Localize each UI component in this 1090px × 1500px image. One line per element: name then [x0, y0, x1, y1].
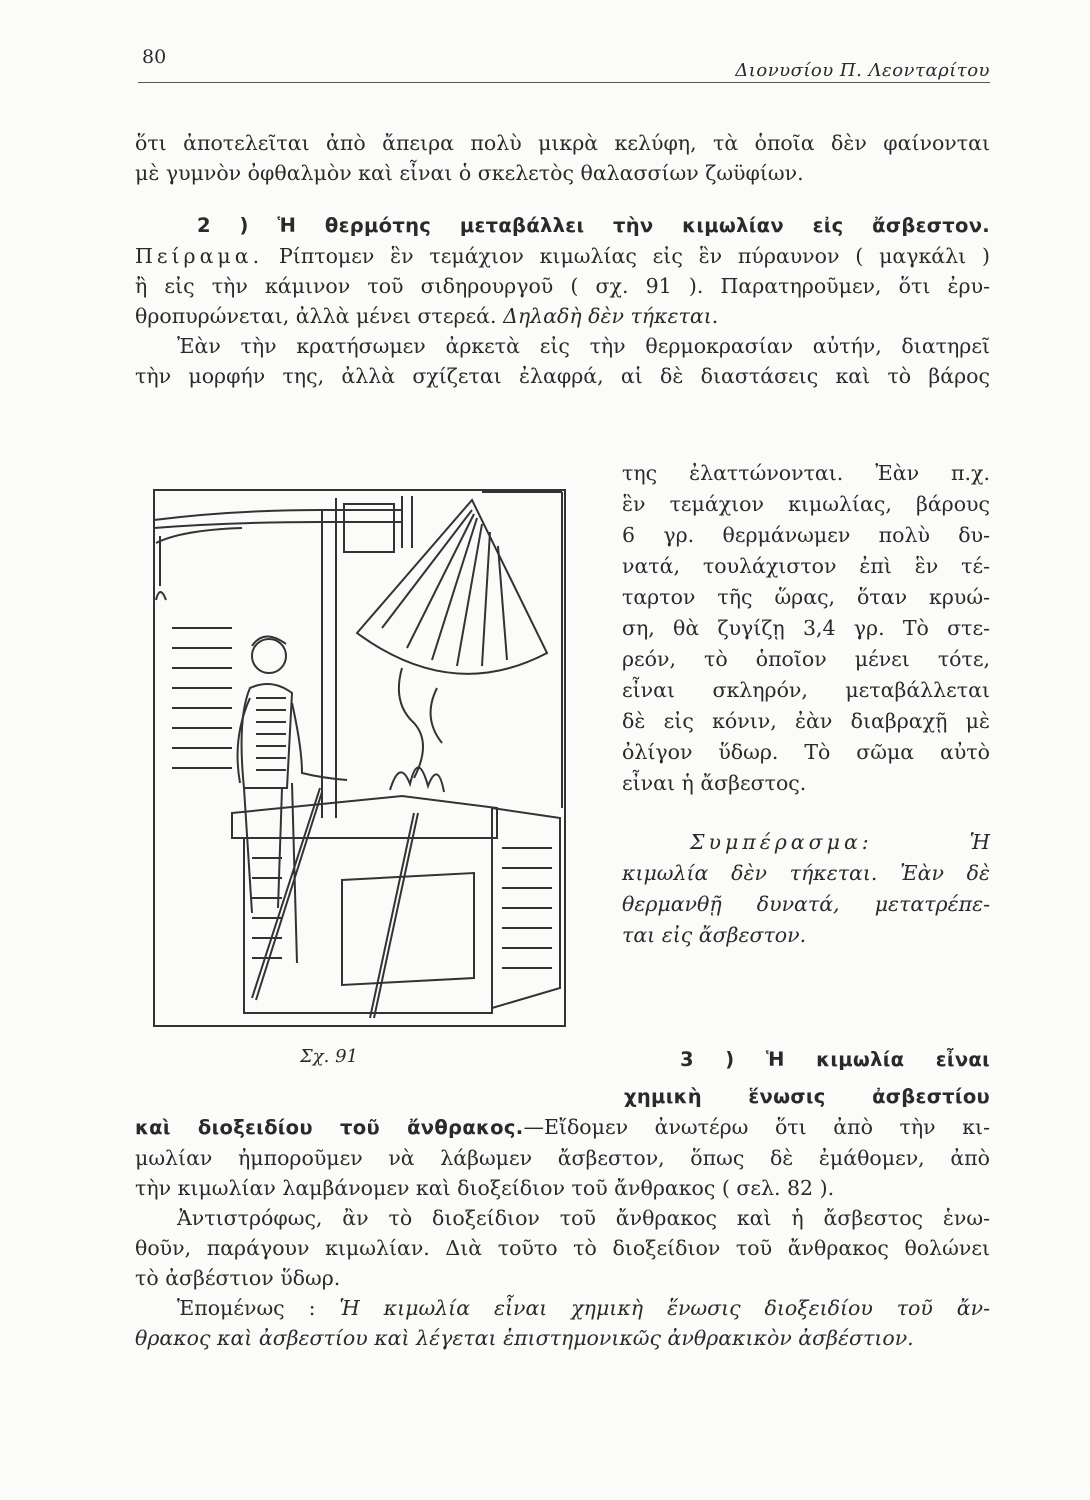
text-line: ὅτι ἀποτελεῖται ἀπὸ ἄπειρα πολὺ μικρὰ κελύφη, τὰ ὁποῖα δὲν φαίνονται [135, 131, 990, 155]
therefore-label: Ἑπομένως : [177, 1296, 316, 1320]
text-line: Ἐὰν τὴν κρατήσωμεν ἀρκετὰ εἰς τὴν θερμοκρασίαν αὐτήν, διατηρεῖ [177, 334, 990, 358]
experiment-line [135, 241, 990, 271]
main-text-bottom [135, 1112, 990, 1353]
section-3-heading-b: χημικὴ ἕνωσις ἀσβεστίου [624, 1085, 990, 1108]
text-line: της ἐλαττώνονται. Ἐὰν π.χ. [622, 461, 990, 485]
section-3-heading-column [622, 1044, 990, 1112]
section-3-heading-a: 3 ) Ἡ κιμωλία εἶναι [680, 1048, 990, 1071]
text-line: μωλίαν ἠμποροῦμεν νὰ λάβωμεν ἄσβεστον, ὅπως δὲ ἐμάθομεν, ἀπὸ [135, 1146, 990, 1170]
text-line: θοῦν, παράγουν κιμωλίαν. Διὰ τοῦτο τὸ διοξείδιον τοῦ ἄνθρακος θολώνει [135, 1236, 990, 1260]
figure-caption: Σχ. 91 [300, 1046, 358, 1067]
conclusion-line: Συμπέρασμα: Ἡ [690, 830, 990, 854]
text-line: μὲ γυμνὸν ὀφθαλμὸν καὶ εἶναι ὁ σκελετὸς θαλασσίων ζωϋφίων. [135, 161, 804, 185]
text-line: ται εἰς ἄσβεστον. [622, 923, 807, 947]
conclusion-label: Συμπέρασμα: [690, 830, 873, 854]
main-text-top [135, 128, 990, 391]
section-3-first-line: καὶ διοξειδίου τοῦ ἄνθρακος.—Εἴδομεν ἀνωτέρω ὅτι ἀπὸ τὴν κι- [135, 1115, 990, 1139]
text-line: τὸ ἀσβέστιον ὕδωρ. [135, 1266, 341, 1290]
text-line: δὲ εἰς κόνιν, ἐὰν διαβραχῇ μὲ [622, 709, 990, 733]
text-line: εἶναι ἡ ἄσβεστος. [622, 771, 807, 795]
text-line: τὴν κιμωλίαν λαμβάνομεν καὶ διοξείδιον τοῦ ἄνθρακος ( σελ. 82 ). [135, 1176, 835, 1200]
header-rule [138, 82, 990, 83]
text-line-with-emphasis: θροπυρώνεται, ἀλλὰ μένει στερεά. Δηλαδὴ δὲν τήκεται. [135, 304, 719, 328]
text-line: θερμανθῇ δυνατά, μετατρέπε- [622, 892, 990, 916]
text-line: κιμωλία δὲν τήκεται. Ἐὰν δὲ [622, 861, 990, 885]
page-header [138, 46, 990, 86]
text-line: θρακος καὶ ἀσβεστίου καὶ λέγεται ἐπιστημονικῶς ἀνθρακικὸν ἀσβέστιον. [135, 1326, 914, 1350]
text-line: ἓν τεμάχιον κιμωλίας, βάρους [622, 492, 990, 516]
text-line: εἶναι σκληρόν, μεταβάλλεται [622, 678, 990, 702]
text-line: 6 γρ. θερμάνωμεν πολὺ δυ- [622, 523, 990, 547]
figure-forge-illustration [152, 488, 567, 1028]
text-line: ταρτον τῆς ὥρας, ὅταν κρυώ- [622, 585, 990, 609]
section-3-heading-c: καὶ διοξειδίου τοῦ ἄνθρακος. [135, 1116, 524, 1139]
emphasis-text: Δηλαδὴ δὲν τήκεται. [503, 304, 719, 328]
text-line: ση, θὰ ζυγίζῃ 3,4 γρ. Τὸ στε- [622, 616, 990, 640]
text-line: ὀλίγον ὕδωρ. Τὸ σῶμα αὐτὸ [622, 740, 990, 764]
conclusion-paragraph-line: Ἑπομένως : Ἡ κιμωλία εἶναι χημικὴ ἕνωσις διοξειδίου τοῦ ἄν- [177, 1296, 990, 1320]
running-head: Διονυσίου Π. Λεονταρίτου [735, 60, 990, 81]
text-line: νατά, τουλάχιστον ἐπὶ ἓν τέ- [622, 554, 990, 578]
section-2-heading: 2 ) Ἡ θερμότης μεταβάλλει τὴν κιμωλίαν εἰς ἄσβεστον. [197, 214, 990, 237]
text-line: Ἀντιστρόφως, ἂν τὸ διοξείδιον τοῦ ἄνθρακος καὶ ἡ ἄσβεστος ἑνω- [177, 1206, 990, 1230]
experiment-label: Πείραμα. [135, 244, 264, 268]
page-number: 80 [142, 46, 167, 68]
right-column-text [622, 458, 990, 951]
forge-drawing [152, 488, 567, 1028]
text-line: ρεόν, τὸ ὁποῖον μένει τότε, [622, 647, 990, 671]
text-line: Ρίπτομεν ἓν τεμάχιον κιμωλίας εἰς ἓν πύραυνον ( μαγκάλι ) [278, 244, 990, 268]
text-line: ἢ εἰς τὴν κάμινον τοῦ σιδηρουργοῦ ( σχ. 91 ). Παρατηροῦμεν, ὅτι ἐρυ- [135, 274, 990, 298]
text-line: τὴν μορφήν της, ἀλλὰ σχίζεται ἐλαφρά, αἱ δὲ διαστάσεις καὶ τὸ βάρος [135, 364, 990, 388]
